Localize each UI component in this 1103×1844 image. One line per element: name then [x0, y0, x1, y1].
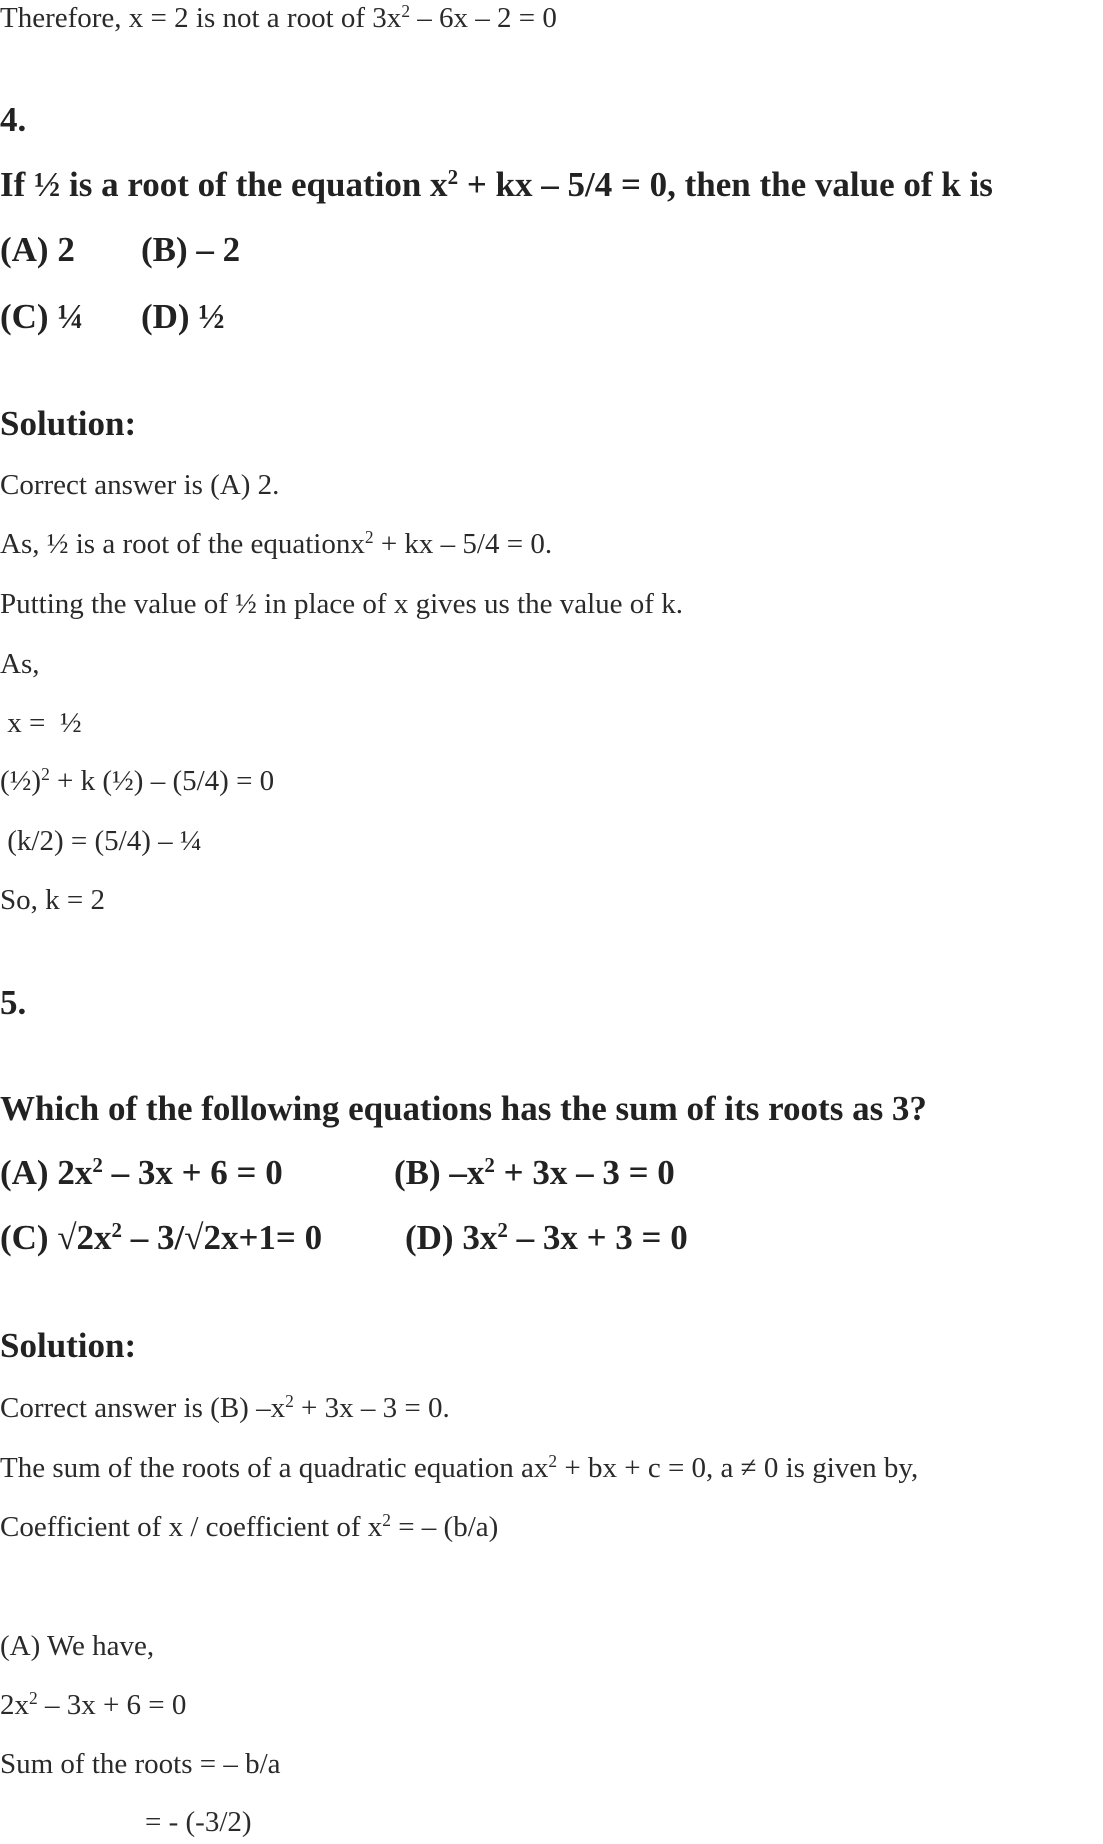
text-segment: (½) [0, 765, 42, 797]
text-segment: Solution: [0, 404, 137, 443]
text-line [0, 1624, 154, 1668]
option-row [0, 1216, 1103, 1260]
text-segment: As, ½ is a root of the equationx [0, 528, 365, 560]
text-segment: + bx + c = 0, a ≠ 0 is given by, [557, 1452, 919, 1484]
superscript: 2 [92, 1153, 103, 1178]
answer-option [141, 295, 225, 339]
text-segment: (A) We have, [0, 1630, 155, 1662]
text-segment: (B) – 2 [141, 230, 241, 269]
text-line [0, 1386, 450, 1430]
question-text [0, 1087, 927, 1131]
solution-heading [0, 402, 136, 446]
superscript: 2 [548, 1451, 558, 1472]
superscript: 2 [29, 1688, 38, 1709]
text-segment: (D) 3x [405, 1218, 498, 1257]
text-segment: Putting the value of ½ in place of x gives us the value of k. [0, 588, 683, 620]
question-text [0, 163, 993, 207]
text-segment: – 3x + 3 = 0 [507, 1218, 688, 1257]
text-line [0, 1505, 498, 1549]
answer-option [0, 228, 75, 272]
superscript: 2 [401, 1, 411, 22]
text-line [0, 819, 202, 863]
text-line [0, 642, 39, 686]
text-line [0, 1683, 186, 1727]
text-segment: + 3x – 3 = 0 [494, 1153, 675, 1192]
text-segment: – 3x + 6 = 0 [102, 1153, 283, 1192]
text-segment: The sum of the roots of a quadratic equation ax [0, 1452, 549, 1484]
text-line [0, 701, 82, 745]
text-segment: (k/2) = (5/4) – ¼ [0, 825, 202, 857]
text-segment: So, k = 2 [0, 884, 105, 916]
text-segment: As, [0, 648, 40, 680]
text-segment: 5. [0, 983, 27, 1022]
text-line [0, 878, 105, 922]
text-segment: = - (-3/2) [0, 1806, 252, 1838]
text-segment: (C) ¼ [0, 297, 84, 336]
superscript: 2 [364, 527, 374, 548]
text-segment: x = ½ [0, 707, 82, 739]
question-number [0, 98, 26, 142]
superscript: 2 [382, 1510, 391, 1531]
text-segment: + k (½) – (5/4) = 0 [49, 765, 275, 797]
text-segment: Coefficient of x / coefficient of x [0, 1511, 383, 1543]
text-segment: (A) 2x [0, 1153, 93, 1192]
text-segment: (D) ½ [141, 297, 225, 336]
text-line [0, 582, 683, 626]
text-segment: + kx – 5/4 = 0, then the value of k is [458, 165, 993, 204]
text-segment: + 3x – 3 = 0. [293, 1392, 450, 1424]
text-line [0, 522, 552, 566]
option-row [0, 1151, 1103, 1195]
superscript: 2 [111, 1218, 123, 1243]
answer-option [394, 1151, 675, 1199]
text-segment: = – (b/a) [390, 1511, 499, 1543]
superscript: 2 [447, 165, 459, 190]
answer-option [0, 1216, 322, 1264]
answer-option [0, 1151, 283, 1199]
text-segment: – 3x + 6 = 0 [37, 1689, 187, 1721]
option-row [0, 228, 1103, 272]
text-segment: 4. [0, 100, 27, 139]
answer-option [141, 228, 240, 272]
superscript: 2 [497, 1218, 508, 1243]
text-segment: (C) √2x [0, 1218, 112, 1257]
text-segment: – 6x – 2 = 0 [410, 2, 557, 34]
text-segment: Therefore, x = 2 is not a root of 3x [0, 2, 402, 34]
text-segment: 2x [0, 1689, 29, 1721]
text-segment: Sum of the roots = – b/a [0, 1748, 281, 1780]
text-line [0, 0, 557, 40]
text-segment: Solution: [0, 1326, 137, 1365]
superscript: 2 [41, 764, 50, 785]
text-segment: + kx – 5/4 = 0. [373, 528, 553, 560]
text-line [0, 1800, 252, 1844]
text-line [0, 759, 274, 803]
text-segment: (B) –x [394, 1153, 485, 1192]
text-segment: (A) 2 [0, 230, 75, 269]
option-row [0, 295, 1103, 339]
text-segment: Correct answer is (A) 2. [0, 469, 280, 501]
answer-option [405, 1216, 688, 1264]
answer-option [0, 295, 84, 339]
question-number [0, 981, 26, 1025]
superscript: 2 [285, 1391, 294, 1412]
text-segment: If ½ is a root of the equation x [0, 165, 448, 204]
text-line [0, 1742, 281, 1786]
text-line [0, 463, 279, 507]
text-segment: Correct answer is (B) –x [0, 1392, 286, 1424]
solution-heading [0, 1324, 136, 1368]
text-line [0, 1446, 918, 1490]
text-segment: – 3/√2x+1= 0 [122, 1218, 323, 1257]
text-segment: Which of the following equations has the sum of its roots as 3? [0, 1089, 927, 1128]
superscript: 2 [484, 1153, 495, 1178]
